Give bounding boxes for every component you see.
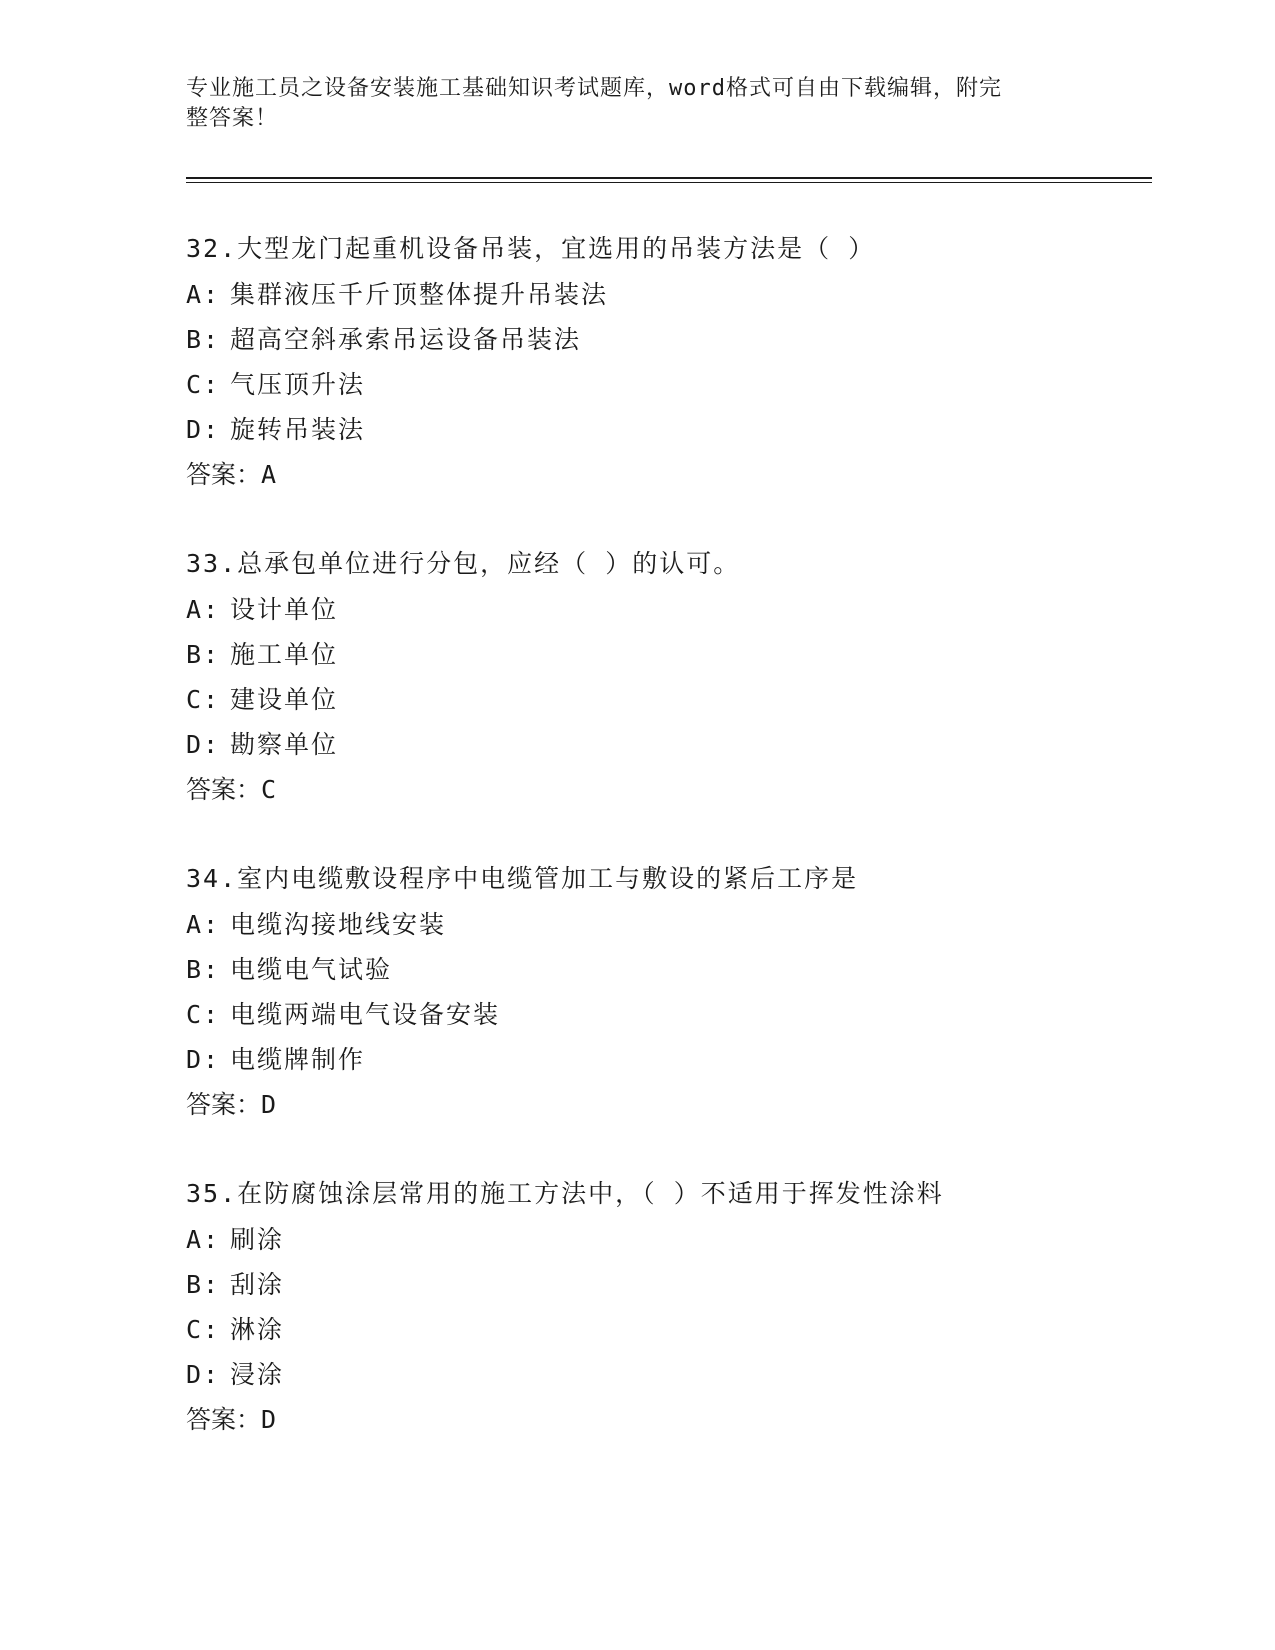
header-line-2: 整答案！ xyxy=(186,106,279,131)
option-text: 电缆电气试验 xyxy=(230,955,393,984)
answer-value: C xyxy=(261,775,277,804)
option-letter: A: xyxy=(186,280,221,309)
option-letter: A: xyxy=(186,595,221,624)
answer-label: 答案： xyxy=(186,460,262,489)
option-letter: B: xyxy=(186,640,221,669)
option-text: 电缆沟接地线安装 xyxy=(230,910,447,939)
option-a xyxy=(186,1217,1146,1262)
option-text: 建设单位 xyxy=(230,685,339,714)
option-d xyxy=(186,407,1146,452)
option-text: 施工单位 xyxy=(230,640,339,669)
question-33 xyxy=(186,541,1146,813)
option-text: 电缆两端电气设备安装 xyxy=(230,1000,501,1029)
answer xyxy=(186,1397,1146,1443)
option-b xyxy=(186,317,1146,362)
option-letter: B: xyxy=(186,1270,221,1299)
option-c xyxy=(186,362,1146,407)
option-letter: D: xyxy=(186,1360,221,1389)
option-a xyxy=(186,902,1146,947)
option-text: 气压顶升法 xyxy=(230,370,366,399)
option-a xyxy=(186,587,1146,632)
question-stem: 35.在防腐蚀涂层常用的施工方法中，（ ）不适用于挥发性涂料 xyxy=(186,1179,944,1208)
option-text: 刷涂 xyxy=(230,1225,285,1254)
option-d xyxy=(186,722,1146,767)
header-divider-thin xyxy=(186,182,1152,183)
option-text: 勘察单位 xyxy=(230,730,339,759)
question-stem: 33.总承包单位进行分包，应经（ ）的认可。 xyxy=(186,549,741,578)
question-stem: 32.大型龙门起重机设备吊装，宜选用的吊装方法是（ ） xyxy=(186,234,876,263)
answer xyxy=(186,1082,1146,1128)
option-d xyxy=(186,1037,1146,1082)
question-34 xyxy=(186,856,1146,1128)
option-text: 设计单位 xyxy=(230,595,339,624)
question-35 xyxy=(186,1171,1146,1443)
answer-value: D xyxy=(261,1090,277,1119)
answer-label: 答案： xyxy=(186,775,262,804)
question-stem: 34.室内电缆敷设程序中电缆管加工与敷设的紧后工序是 xyxy=(186,864,859,893)
answer-value: D xyxy=(261,1405,277,1434)
option-text: 淋涂 xyxy=(230,1315,285,1344)
option-letter: C: xyxy=(186,1315,221,1344)
option-text: 刮涂 xyxy=(230,1270,285,1299)
option-text: 集群液压千斤顶整体提升吊装法 xyxy=(230,280,609,309)
option-letter: B: xyxy=(186,325,221,354)
option-letter: B: xyxy=(186,955,221,984)
answer-label: 答案： xyxy=(186,1405,262,1434)
answer-value: A xyxy=(261,460,277,489)
answer xyxy=(186,767,1146,813)
option-letter: A: xyxy=(186,910,221,939)
option-letter: A: xyxy=(186,1225,221,1254)
header-divider-thick xyxy=(186,177,1152,179)
answer xyxy=(186,452,1146,498)
option-letter: C: xyxy=(186,685,221,714)
option-b xyxy=(186,947,1146,992)
option-text: 电缆牌制作 xyxy=(230,1045,366,1074)
option-b xyxy=(186,1262,1146,1307)
option-b xyxy=(186,632,1146,677)
option-c xyxy=(186,677,1146,722)
option-letter: C: xyxy=(186,1000,221,1029)
option-a xyxy=(186,272,1146,317)
option-text: 旋转吊装法 xyxy=(230,415,366,444)
header-line-1: 专业施工员之设备安装施工基础知识考试题库，word格式可自由下载编辑，附完 xyxy=(186,76,1002,101)
document-header xyxy=(186,74,1066,134)
option-text: 超高空斜承索吊运设备吊装法 xyxy=(230,325,582,354)
option-c xyxy=(186,992,1146,1037)
option-letter: D: xyxy=(186,1045,221,1074)
option-text: 浸涂 xyxy=(230,1360,285,1389)
question-32 xyxy=(186,226,1146,498)
option-d xyxy=(186,1352,1146,1397)
option-letter: D: xyxy=(186,730,221,759)
option-letter: C: xyxy=(186,370,221,399)
answer-label: 答案： xyxy=(186,1090,262,1119)
option-letter: D: xyxy=(186,415,221,444)
option-c xyxy=(186,1307,1146,1352)
